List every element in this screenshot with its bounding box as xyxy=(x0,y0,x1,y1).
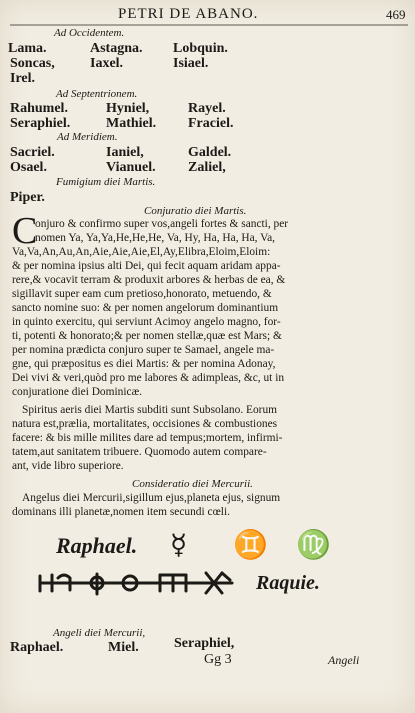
text-line: ant, vide libro superiore. xyxy=(12,460,124,472)
heading-septentrionem: Ad Septentrionem. xyxy=(56,88,138,100)
name-cell: Sacriel. xyxy=(10,145,55,160)
name-cell: Rayel. xyxy=(188,101,226,116)
signature-mark: Gg 3 xyxy=(204,652,232,667)
text-line: Dei vivi & veri,quòd pro me labores & adimpleas, &c, ut in xyxy=(12,372,285,384)
mercury-symbol-icon: ☿ xyxy=(170,530,188,561)
heading-angeli-mercurii: Angeli diei Mercurii, xyxy=(53,627,146,639)
page-number: 469 xyxy=(386,7,406,22)
name-cell: Isiael. xyxy=(173,56,209,71)
name-cell: Fraciel. xyxy=(188,116,234,131)
name-cell: Osael. xyxy=(10,160,47,175)
text-line: tatem,aut sanitatem tribuere. Quomodo autem compare- xyxy=(12,446,267,458)
name-cell: Soncas, xyxy=(10,56,55,71)
name-cell: Miel. xyxy=(108,640,139,655)
name-cell: Galdel. xyxy=(188,145,232,160)
text-line: ti, potenti & honorato;& per nomen stellæ,quæ est Mars; & xyxy=(12,330,282,342)
text-line: Va,Va,An,Au,An,Aie,Aie,Aie,El,Ay,Elibra,Eloim,Eloim: xyxy=(12,246,271,258)
text-line: dominans illi planetæ,nomen item secundi cœli. xyxy=(12,506,230,518)
virgo-sign-icon: ♍ xyxy=(296,530,331,561)
text-line: in quinto exercitu, qui serviunt Acimoy angelo magno, for- xyxy=(12,316,281,328)
name-cell: Iaxel. xyxy=(90,56,124,71)
name-cell: Vianuel. xyxy=(106,160,156,175)
gemini-sign-icon: ♊ xyxy=(233,530,268,561)
name-cell: Lobquin. xyxy=(173,41,228,56)
heaven-name-raquie: Raquie. xyxy=(256,572,320,594)
text-line: sancto nomine suo: & per nomen angelorum dominantium xyxy=(12,302,279,314)
heading-fumigium: Fumigium diei Martis. xyxy=(56,176,156,188)
text-line: facere: & bis mille milites dare ad tempus;mortem, infirmi- xyxy=(12,432,283,444)
heading-conjuratio: Conjuratio diei Martis. xyxy=(144,205,247,217)
drop-cap: C xyxy=(12,210,38,252)
name-cell: Ianiel, xyxy=(106,145,144,160)
text-line: Angelus diei Mercurii,sigillum ejus,planeta ejus, signum xyxy=(22,492,281,504)
catchword: Angeli xyxy=(328,653,360,667)
name-cell: Raphael. xyxy=(10,640,64,655)
name-cell: Rahumel. xyxy=(10,101,68,116)
text-line: Spiritus aeris diei Martis subditi sunt Subsolano. Eorum xyxy=(22,404,278,416)
name-cell: Lama. xyxy=(8,41,47,56)
text-line: onjuro & confirmo super vos,angeli fortes & sancti, per xyxy=(35,218,289,230)
name-cell: Mathiel. xyxy=(106,116,157,131)
name-cell: Hyniel, xyxy=(106,101,150,116)
text-line: rere,& vocavit terram & produxit arbores & herbas de ea, & xyxy=(12,274,286,286)
text-line: natura est,prælia, mortalitates, occisiones & combustiones xyxy=(12,418,278,430)
text-line: conjuratione diei Dominicæ. xyxy=(12,386,143,398)
text-line: sigillavit super eam cum pretioso,honorato, metuendo, & xyxy=(12,288,272,300)
text-line: per nomina prædicta conjuro super te Samael, angele ma- xyxy=(12,344,275,356)
text-line: & per nomina ipsius alti Dei, qui fecit aquam aridam appa- xyxy=(12,260,281,272)
text-line: nomen Ya, Ya,Ya,He,He,He, Va, Hy, Ha, Ha, Ha, Va, xyxy=(35,232,276,244)
name-cell: Astagna. xyxy=(90,41,143,56)
name-cell: Seraphiel. xyxy=(10,116,71,131)
angel-name-raphael: Raphael. xyxy=(56,533,138,558)
fumigium-text: Piper. xyxy=(10,190,45,205)
heading-occidentem: Ad Occidentem. xyxy=(54,27,125,39)
name-cell: Seraphiel, xyxy=(174,636,235,651)
running-title: PETRI DE ABANO. xyxy=(118,6,259,22)
text-line: gne, qui præpositus es diei Martis: & per nomina Adonay, xyxy=(12,358,276,370)
name-cell: Irel. xyxy=(10,71,36,86)
name-cell: Zaliel, xyxy=(188,160,226,175)
heading-consideratio: Consideratio diei Mercurii. xyxy=(132,478,253,490)
heading-meridiem: Ad Meridiem. xyxy=(57,131,118,143)
